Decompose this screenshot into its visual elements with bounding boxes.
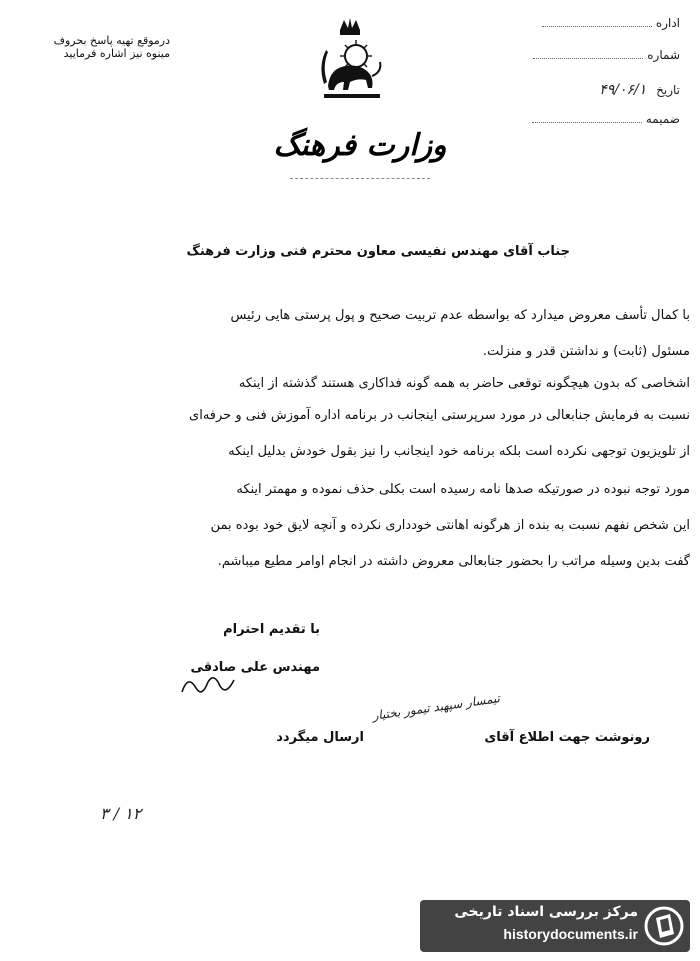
cc-prefix: رونوشت جهت اطلاع آقای [484,730,650,745]
ministry-title: وزارت فرهنگ [273,128,447,163]
cc-handwritten-name: تیمسار سپهبد تیمور بختیار [371,691,501,723]
watermark-url: historydocuments.ir [503,926,638,942]
body-line: نسبت به فرمایش جنابعالی در مورد سرپرستی اینجانب در برنامه اداره آموزش فنی و حرفه‌ای [189,408,690,423]
body-line: با کمال تأسف معروض میدارد که بواسطه عدم تربیت صحیح و پول پرستی هایی رئیس [230,308,690,323]
signature [178,670,238,700]
watermark-title: مرکز بررسی اسناد تاریخی [454,904,638,920]
body-line: از تلویزیون توجهی نکرده است بلکه برنامه خود اینجانب را نیز بقول خودش بدلیل اینکه [228,444,690,459]
body-line: گفت بدین وسیله مراتب را بحضور جنابعالی معروض داشته در انجام اوامر مطیع میباشم. [217,554,690,569]
margin-note: ۳ / ۱۲ [100,804,142,823]
archive-watermark [420,900,690,952]
date-value: ۴۹/۰۶/۱ [599,82,647,98]
body-line: مورد توجه نبوده در صورتیکه صدها نامه رسیده است بکلی حذف نموده و مهمتر اینکه [236,482,690,497]
closing: با تقدیم احترام [223,622,320,637]
field-date: تاریخ ۴۹/۰۶/۱ [599,82,680,98]
cc-suffix: ارسال میگردد [276,730,364,745]
reply-note-line-2: مینوه نیز اشاره فرمایید [63,47,170,60]
signer-name: مهندس علی صادقی [190,660,320,675]
field-department: اداره [538,16,680,30]
cc-line [276,691,650,754]
reply-note-line-1: درموقع تهیه پاسخ بحروف [53,34,170,47]
lion-and-sun-emblem [310,16,390,106]
title-divider [290,178,430,179]
salutation: جناب آقای مهندس نفیسی معاون محترم فنی وزارت فرهنگ [186,244,570,259]
body-line: این شخص نفهم نسبت به بنده از هرگونه اهانتی خودداری نکرده و آنچه لایق خود بوده بمن [210,518,690,533]
body-line: اشخاصی که بدون هیچگونه توقعی حاضر به همه گونه فداکاری هستند گذشته از اینکه [238,376,690,391]
field-attachment: ضمیمه [528,112,680,126]
archive-logo-icon [644,906,684,946]
field-number: شماره [529,48,680,62]
reply-instruction-note [40,34,170,60]
body-line: مسئول (ثابت) و نداشتن قدر و منزلت. [482,344,690,359]
